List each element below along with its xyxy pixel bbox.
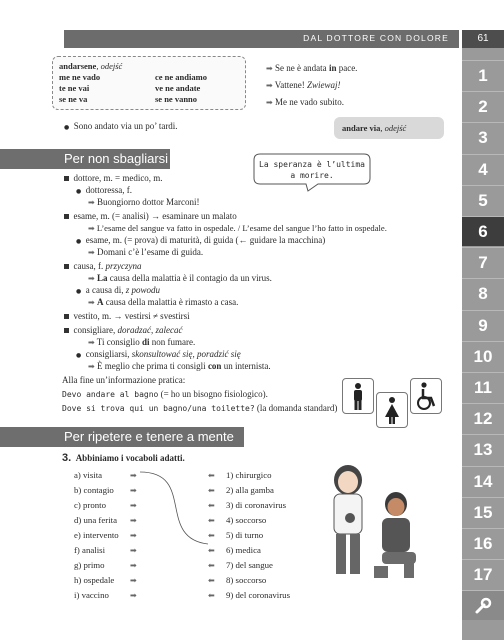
exercise-left-item[interactable]: i) vaccino	[74, 590, 109, 600]
right-arrow-icon: ➡	[130, 486, 137, 495]
info-text: (la domanda standard)	[254, 403, 338, 413]
right-arrow-icon: ➡	[130, 546, 137, 555]
sidebar-tab-chapter-14[interactable]: 14	[462, 466, 504, 496]
entry-text: vestito, m. → vestirsi ≠ svestirsi	[73, 311, 190, 321]
arrow-icon: ➡	[266, 98, 273, 107]
arrow-icon: ➡	[88, 198, 95, 207]
entry-text: esame, m. (= prova) di maturità, di guida (← guidare la macchina)	[85, 235, 326, 245]
example-text: Domani c’è l’esame di guida.	[96, 247, 204, 257]
info-line-2	[62, 402, 337, 415]
entry-causa	[64, 260, 141, 272]
conj-left-3: se ne va	[59, 94, 88, 104]
conj-right-2: ve ne andate	[155, 83, 201, 93]
section-heading-per-non-sbagliarsi: Per non sbagliarsi	[0, 149, 170, 169]
exercise-left-item[interactable]: c) pronto	[74, 500, 107, 510]
left-arrow-icon: ⬅	[208, 591, 215, 600]
info-intro: Alla fine un’informazione pratica:	[62, 375, 186, 385]
exercise-left-item[interactable]: d) una ferita	[74, 515, 117, 525]
conj-right-1: ce ne andiamo	[155, 72, 207, 82]
example-esame-prova	[88, 246, 203, 259]
conj-left-1: me ne vado	[59, 72, 101, 82]
male-restroom-icon	[342, 378, 374, 414]
bullet-item	[64, 120, 178, 134]
sidebar-tab-chapter-15[interactable]: 15	[462, 497, 504, 527]
example-line	[266, 79, 341, 92]
sidebar-tab-chapter-10[interactable]: 10	[462, 341, 504, 371]
bullet-icon: ●	[76, 188, 82, 195]
exercise-left-item[interactable]: h) ospedale	[74, 575, 115, 585]
exercise-right-item[interactable]: 4) soccorso	[226, 515, 267, 525]
conj-right-3: se ne vanno	[155, 94, 198, 104]
right-arrow-icon: ➡	[130, 516, 137, 525]
exercise-right-item[interactable]: 3) di coronavirus	[226, 500, 287, 510]
section-heading-per-ripetere: Per ripetere e tenere a mente	[0, 427, 244, 447]
exercise-right-item[interactable]: 8) soccorso	[226, 575, 267, 585]
right-arrow-icon: ➡	[130, 501, 137, 510]
bullet-icon: ●	[76, 352, 82, 359]
example-text: È meglio che prima ti consigli	[96, 361, 208, 371]
sidebar-tab-chapter-17[interactable]: 17	[462, 559, 504, 589]
info-text: (= ho un bisogno fisiologico).	[158, 389, 268, 399]
example-text: causa della malattia è rimasto a casa.	[103, 297, 239, 307]
conj-left-2: te ne vai	[59, 83, 90, 93]
exercise-left-item[interactable]: b) contagio	[74, 485, 114, 495]
entry-translation: doradzać, zalecać	[117, 325, 183, 335]
example-text: Vattene!	[274, 80, 308, 90]
page-number: 61	[477, 33, 489, 44]
left-arrow-icon: ⬅	[208, 531, 215, 540]
square-bullet-icon	[64, 314, 69, 319]
example-bold: di	[141, 337, 150, 347]
wheelchair-restroom-icon	[410, 378, 442, 414]
sidebar-tab-chapter-1[interactable]: 1	[462, 60, 504, 90]
right-arrow-icon: ➡	[130, 591, 137, 600]
bubble-line-1: La speranza è l’ultima	[259, 160, 365, 169]
exercise-instruction: Abbiniamo i vocaboli adatti.	[75, 453, 185, 463]
arrow-icon: ➡	[88, 298, 95, 307]
left-arrow-icon: ⬅	[208, 561, 215, 570]
doctor-and-patient-illustration	[318, 458, 428, 588]
example-line	[266, 62, 357, 75]
chapter-title: DAL DOTTORE CON DOLORE	[303, 33, 449, 43]
sidebar-tab-chapter-5[interactable]: 5	[462, 185, 504, 215]
example-matching-line	[136, 468, 216, 548]
example-text: Ti consiglio	[96, 337, 142, 347]
left-arrow-icon: ⬅	[208, 486, 215, 495]
page-number-box	[462, 30, 504, 48]
left-arrow-icon: ⬅	[208, 546, 215, 555]
entry-vestito	[64, 310, 190, 322]
example-text: Me ne vado subito.	[274, 97, 344, 107]
exercise-right-item[interactable]: 5) di turno	[226, 530, 264, 540]
example-text: un internista.	[221, 361, 271, 371]
sidebar-tab-chapter-12[interactable]: 12	[462, 403, 504, 433]
sidebar-tab-chapter-6[interactable]: 6	[462, 216, 504, 246]
example-a-causa-di	[88, 296, 238, 309]
entry-dottore	[64, 172, 163, 184]
exercise-right-item[interactable]: 1) chirurgico	[226, 470, 272, 480]
tip-box	[334, 117, 444, 139]
square-bullet-icon	[64, 264, 69, 269]
square-bullet-icon	[64, 328, 69, 333]
arrow-icon: ➡	[88, 224, 95, 233]
tip-bold: andare via	[342, 123, 381, 133]
right-arrow-icon: ➡	[130, 471, 137, 480]
example-text: Buongiorno dottor Marconi!	[96, 197, 200, 207]
entry-text: consigliare,	[73, 325, 118, 335]
entry-translation: skonsultować się, poradzić się	[131, 349, 241, 359]
left-arrow-icon: ⬅	[208, 501, 215, 510]
example-bold: con	[207, 361, 222, 371]
sidebar-tab-chapter-9[interactable]: 9	[462, 310, 504, 340]
speech-bubble-text	[258, 159, 366, 181]
example-text: causa della malattia è il contagio da un virus.	[107, 273, 272, 283]
entry-consigliare	[64, 324, 183, 336]
exercise-left-item[interactable]: e) intervento	[74, 530, 119, 540]
example-text: pace.	[336, 63, 358, 73]
sidebar-tab-chapter-3[interactable]: 3	[462, 122, 504, 152]
right-arrow-icon: ➡	[130, 561, 137, 570]
exercise-right-item[interactable]: 6) medica	[226, 545, 261, 555]
andarsene-conjugation-box	[52, 56, 246, 110]
sidebar-tab-chapter-7[interactable]: 7	[462, 247, 504, 277]
example-dottoressa	[88, 196, 199, 209]
example-text: L’esame del sangue va fatto in ospedale. / L’esame del sangue l’ho fatto in ospedale.	[96, 223, 387, 233]
bubble-line-2: a morire.	[290, 171, 334, 180]
chapter-header-bar	[64, 30, 459, 48]
arrow-icon: ➡	[88, 248, 95, 257]
entry-text: causa, f.	[73, 261, 106, 271]
exercise-right-item[interactable]: 7) del sangue	[226, 560, 273, 570]
square-bullet-icon	[64, 214, 69, 219]
exercise-right-item[interactable]: 2) alla gamba	[226, 485, 274, 495]
female-restroom-icon	[376, 392, 408, 428]
box-heading-verb: andarsene	[59, 61, 97, 71]
bullet-icon: ●	[76, 238, 82, 245]
square-bullet-icon	[64, 176, 69, 181]
left-arrow-icon: ⬅	[208, 516, 215, 525]
example-text: non fumare.	[149, 337, 196, 347]
tip-italic: , odejść	[380, 123, 407, 133]
sidebar-tab-chapter-11[interactable]: 11	[462, 372, 504, 402]
wrench-icon[interactable]	[462, 590, 504, 620]
bullet-text: Sono andato via un po’ tardi.	[73, 121, 178, 131]
exercise-left-item[interactable]: a) visita	[74, 470, 103, 480]
handwritten-phrase: Dove si trova qui un bagno/una toilette?	[62, 404, 255, 413]
example-text: Se ne è andata	[274, 63, 329, 73]
handwritten-phrase: Devo andare al bagno	[62, 390, 159, 399]
arrow-icon: ➡	[88, 274, 95, 283]
entry-esame	[64, 210, 237, 222]
example-line	[266, 96, 344, 109]
left-arrow-icon: ⬅	[208, 471, 215, 480]
arrow-icon: ➡	[266, 81, 273, 90]
entry-text: dottore, m. = medico, m.	[73, 173, 163, 183]
exercise-right-item[interactable]: 9) del coronavirus	[226, 590, 291, 600]
sidebar-tab-chapter-13[interactable]: 13	[462, 434, 504, 464]
exercise-heading	[62, 452, 185, 464]
tip-text	[342, 123, 406, 133]
exercise-number: 3.	[62, 452, 72, 464]
sidebar-tab-chapter-4[interactable]: 4	[462, 154, 504, 184]
example-bold: in	[328, 63, 337, 73]
sidebar-tab-chapter-16[interactable]: 16	[462, 528, 504, 558]
exercise-left-item[interactable]: f) analisi	[74, 545, 106, 555]
right-arrow-icon: ➡	[130, 576, 137, 585]
bullet-icon: ●	[76, 288, 82, 295]
example-bold: A	[96, 297, 104, 307]
right-arrow-icon: ➡	[130, 531, 137, 540]
entry-text: consigliarsi,	[85, 349, 132, 359]
box-heading-translation: , odejść	[96, 61, 123, 71]
entry-translation: z powodu	[125, 285, 160, 295]
example-italic: Zwiewaj!	[307, 80, 341, 90]
bullet-icon: ●	[64, 124, 70, 131]
entry-text: a causa di,	[85, 285, 126, 295]
arrow-icon: ➡	[266, 64, 273, 73]
box-heading	[59, 61, 122, 72]
entry-text: esame, m. (= analisi) → esaminare un malato	[73, 211, 237, 221]
example-bold: La	[96, 273, 108, 283]
exercise-left-item[interactable]: g) primo	[74, 560, 105, 570]
entry-text: dottoressa, f.	[85, 185, 132, 195]
sidebar-tab-chapter-2[interactable]: 2	[462, 91, 504, 121]
info-line-1	[62, 388, 268, 401]
entry-translation: przyczyna	[105, 261, 142, 271]
sidebar-tab-chapter-8[interactable]: 8	[462, 278, 504, 308]
left-arrow-icon: ⬅	[208, 576, 215, 585]
arrow-icon: ➡	[88, 338, 95, 347]
arrow-icon: ➡	[88, 362, 95, 371]
example-consigliarsi	[88, 360, 271, 373]
